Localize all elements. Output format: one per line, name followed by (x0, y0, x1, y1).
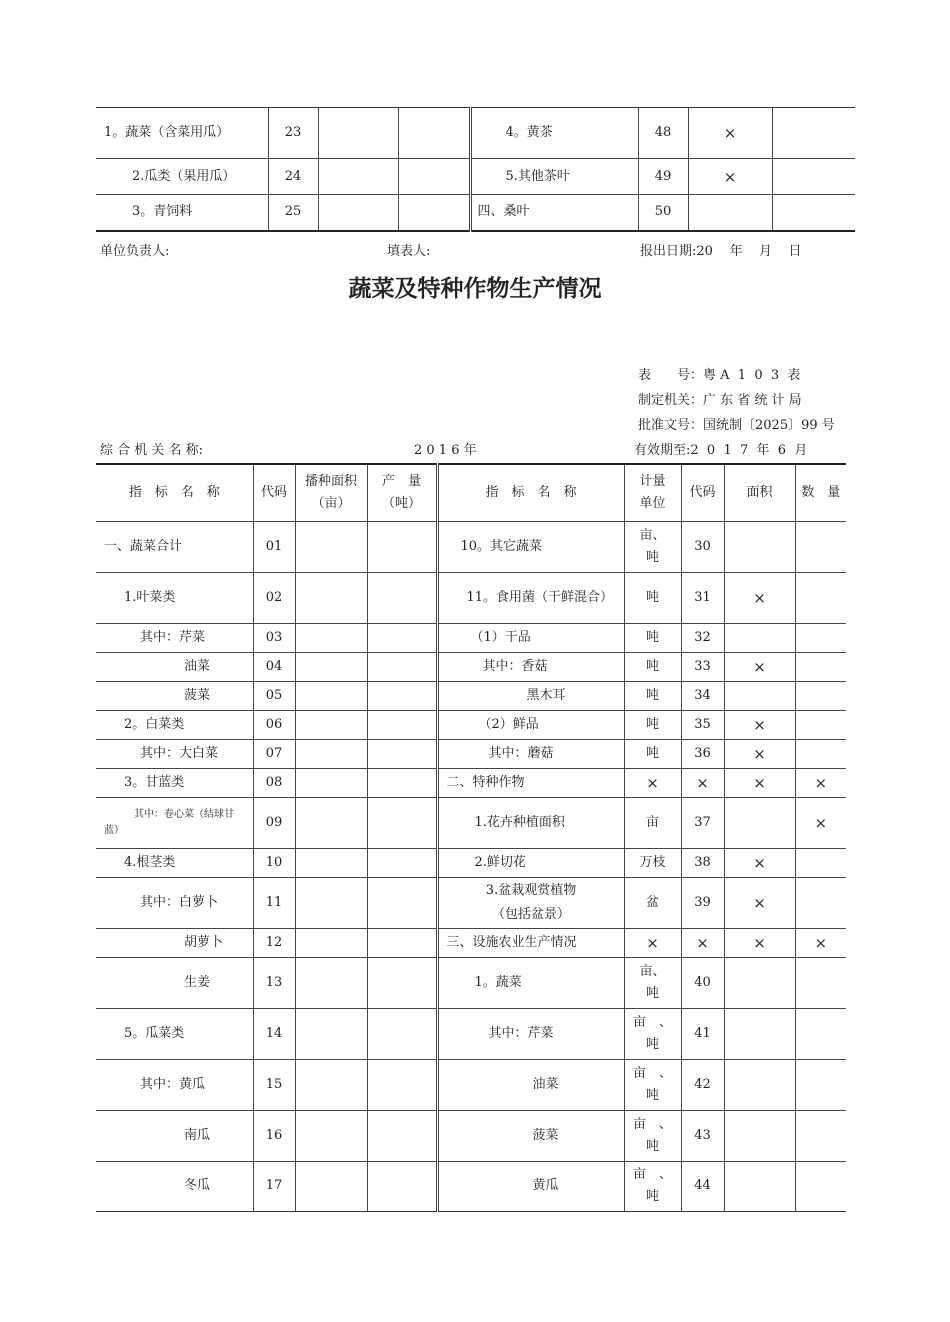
quantity-cell[interactable]: × (795, 797, 846, 848)
header-sown-area: 播种面积 （亩） (295, 464, 367, 521)
quantity-cell[interactable] (795, 521, 846, 572)
table-row (96, 681, 846, 710)
area-cell[interactable]: × (724, 710, 795, 739)
issuing-authority: 制定机关：广 东 省 统 计 局 (638, 393, 802, 408)
header-output: 产 量 （吨） (367, 464, 437, 521)
data-cell[interactable] (295, 848, 367, 877)
indicator-name: 其中：白萝卜 (96, 877, 253, 928)
quantity-cell[interactable]: × (795, 768, 846, 797)
indicator-code: 13 (253, 957, 295, 1008)
data-cell[interactable] (367, 623, 437, 652)
data-cell[interactable] (367, 1059, 437, 1110)
area-cell[interactable] (724, 1110, 795, 1161)
indicator-name: 1。蔬菜（含菜用瓜） (96, 108, 268, 159)
unit: × (624, 768, 681, 797)
data-cell[interactable] (367, 521, 437, 572)
indicator-name: 3。青饲料 (132, 204, 193, 220)
excluded-mark: × (688, 159, 772, 195)
indicator-code: 50 (638, 195, 688, 231)
quantity-cell[interactable] (795, 848, 846, 877)
excluded-mark: × (688, 108, 772, 159)
indicator-code: 12 (253, 928, 295, 957)
data-cell[interactable] (295, 521, 367, 572)
quantity-cell[interactable] (795, 739, 846, 768)
area-cell[interactable]: × (724, 877, 795, 928)
indicator-code: 43 (681, 1110, 724, 1161)
header-row (96, 464, 846, 521)
unit: 亩、 吨 (624, 957, 681, 1008)
data-cell[interactable] (295, 1161, 367, 1211)
data-cell[interactable] (367, 768, 437, 797)
data-cell[interactable] (367, 681, 437, 710)
data-cell[interactable] (398, 159, 470, 195)
indicator-name: 3.盆栽观赏植物 （包括盆景） (437, 877, 624, 928)
data-cell[interactable] (367, 710, 437, 739)
excluded-mark (688, 195, 772, 231)
indicator-name: 2.鲜切花 (437, 848, 624, 877)
data-cell[interactable] (295, 797, 367, 848)
data-cell[interactable] (318, 108, 398, 159)
data-cell[interactable] (295, 652, 367, 681)
org-name-label: 综 合 机 关 名 称: (100, 443, 204, 458)
table-row (96, 521, 846, 572)
table-row (96, 957, 846, 1008)
indicator-code: × (681, 928, 724, 957)
indicator-name: 1。蔬菜 (437, 957, 624, 1008)
indicator-code: 03 (253, 623, 295, 652)
indicator-code: 33 (681, 652, 724, 681)
indicator-name: 其中：大白菜 (96, 739, 253, 768)
indicator-code: 40 (681, 957, 724, 1008)
area-cell[interactable] (724, 797, 795, 848)
data-cell[interactable] (295, 572, 367, 623)
indicator-code: 09 (253, 797, 295, 848)
approval-number: 批准文号：国统制〔2025〕99 号 (638, 418, 835, 433)
indicator-code: 01 (253, 521, 295, 572)
unit: 亩 (624, 797, 681, 848)
quantity-cell[interactable] (795, 710, 846, 739)
indicator-name: 三、设施农业生产情况 (437, 928, 624, 957)
data-cell[interactable] (295, 1059, 367, 1110)
area-cell[interactable] (724, 957, 795, 1008)
indicator-name: 11。食用菌（干鲜混合） (437, 572, 624, 623)
header-code: 代码 (253, 464, 295, 521)
top-table (96, 107, 855, 232)
table-row (96, 848, 846, 877)
indicator-code: 35 (681, 710, 724, 739)
quantity-cell[interactable] (795, 572, 846, 623)
quantity-cell[interactable] (795, 957, 846, 1008)
indicator-code: 39 (681, 877, 724, 928)
indicator-name: 油菜 (96, 652, 253, 681)
data-cell[interactable] (367, 652, 437, 681)
indicator-code: 41 (681, 1008, 724, 1059)
table-row (96, 1161, 846, 1211)
indicator-name: 其中：香菇 (437, 652, 624, 681)
indicator-code: 07 (253, 739, 295, 768)
data-cell[interactable] (295, 768, 367, 797)
data-cell[interactable] (367, 572, 437, 623)
data-cell[interactable] (367, 1161, 437, 1211)
unit: 亩 、 吨 (624, 1161, 681, 1211)
data-cell[interactable] (367, 877, 437, 928)
data-cell[interactable] (295, 710, 367, 739)
header-unit: 计量 单位 (624, 464, 681, 521)
indicator-code: 36 (681, 739, 724, 768)
indicator-code: 31 (681, 572, 724, 623)
area-cell[interactable] (724, 1008, 795, 1059)
indicator-code: 05 (253, 681, 295, 710)
indicator-code: 15 (253, 1059, 295, 1110)
indicator-name: 4。黄茶 (470, 108, 638, 159)
unit: 吨 (624, 572, 681, 623)
indicator-name: 1.叶菜类 (96, 572, 253, 623)
unit: 吨 (624, 623, 681, 652)
table-row (96, 159, 855, 195)
indicator-name: 1.花卉种植面积 (437, 797, 624, 848)
indicator-name: 其中：卷心菜（结球甘蓝） (96, 797, 253, 848)
indicator-name: 油菜 (437, 1059, 624, 1110)
indicator-name: 黑木耳 (437, 681, 624, 710)
indicator-code: 24 (268, 159, 318, 195)
data-cell[interactable] (295, 928, 367, 957)
quantity-cell[interactable] (795, 623, 846, 652)
indicator-name: 一、蔬菜合计 (96, 521, 253, 572)
data-cell[interactable] (772, 195, 855, 231)
data-cell[interactable] (295, 739, 367, 768)
data-cell[interactable] (367, 1110, 437, 1161)
data-cell[interactable] (367, 739, 437, 768)
table-row (96, 1059, 846, 1110)
indicator-code: 14 (253, 1008, 295, 1059)
data-cell[interactable] (295, 623, 367, 652)
table-row (96, 623, 846, 652)
indicator-name: 其中：芹菜 (437, 1008, 624, 1059)
data-cell[interactable] (367, 957, 437, 1008)
table-row (96, 877, 846, 928)
table-row (96, 797, 846, 848)
data-cell[interactable] (772, 108, 855, 159)
table-row (96, 195, 855, 231)
indicator-code: 02 (253, 572, 295, 623)
data-cell[interactable] (295, 877, 367, 928)
indicator-code: 49 (638, 159, 688, 195)
indicator-code: 44 (681, 1161, 724, 1211)
indicator-name: 黄瓜 (437, 1161, 624, 1211)
area-cell[interactable]: × (724, 848, 795, 877)
indicator-name: 菠菜 (96, 681, 253, 710)
area-cell[interactable] (724, 521, 795, 572)
header-area: 面积 (724, 464, 795, 521)
unit: 吨 (624, 681, 681, 710)
quantity-cell[interactable] (795, 1110, 846, 1161)
area-cell[interactable] (724, 1059, 795, 1110)
unit: 吨 (624, 710, 681, 739)
indicator-code: 11 (253, 877, 295, 928)
unit: 万枝 (624, 848, 681, 877)
unit: 盆 (624, 877, 681, 928)
indicator-name: 二、特种作物 (437, 768, 624, 797)
form-number: 表 号：粤 A 1 0 3 表 (638, 368, 801, 383)
page-title: 蔬菜及特种作物生产情况 (348, 276, 602, 302)
header-quantity: 数 量 (795, 464, 846, 521)
data-cell[interactable] (318, 195, 398, 231)
indicator-code: 04 (253, 652, 295, 681)
unit: 亩 、 吨 (624, 1008, 681, 1059)
quantity-cell[interactable] (795, 877, 846, 928)
area-cell[interactable] (724, 623, 795, 652)
data-cell[interactable] (367, 797, 437, 848)
area-cell[interactable]: × (724, 928, 795, 957)
data-cell[interactable] (398, 108, 470, 159)
indicator-code: 25 (268, 195, 318, 231)
indicator-code: 08 (253, 768, 295, 797)
area-cell[interactable]: × (724, 768, 795, 797)
area-cell[interactable]: × (724, 739, 795, 768)
quantity-cell[interactable]: × (795, 928, 846, 957)
indicator-name: 4.根茎类 (96, 848, 253, 877)
indicator-code: 37 (681, 797, 724, 848)
indicator-code: 42 (681, 1059, 724, 1110)
table-row (96, 928, 846, 957)
valid-until: 有效期至:2 0 1 7 年 6 月 (634, 443, 808, 458)
indicator-code: × (681, 768, 724, 797)
indicator-name: 2。白菜类 (96, 710, 253, 739)
indicator-code: 34 (681, 681, 724, 710)
table-row (96, 572, 846, 623)
area-cell[interactable]: × (724, 652, 795, 681)
indicator-name: 2.瓜类（果用瓜） (96, 159, 268, 195)
unit: 亩 、 吨 (624, 1110, 681, 1161)
indicator-code: 17 (253, 1161, 295, 1211)
data-cell[interactable] (398, 195, 470, 231)
table-row (96, 710, 846, 739)
unit: 亩 、 吨 (624, 1059, 681, 1110)
unit: 亩、 吨 (624, 521, 681, 572)
indicator-name: 其中：蘑菇 (437, 739, 624, 768)
table-row (96, 768, 846, 797)
quantity-cell[interactable] (795, 1008, 846, 1059)
indicator-name: 5.其他茶叶 (470, 159, 638, 195)
data-cell[interactable] (318, 159, 398, 195)
indicator-name: 其中：芹菜 (96, 623, 253, 652)
indicator-name: （2）鲜品 (437, 710, 624, 739)
table-row (96, 1110, 846, 1161)
table-row (96, 739, 846, 768)
indicator-name: 四、桑叶 (470, 195, 638, 231)
report-year: 2 0 1 6 年 (414, 443, 477, 458)
data-cell[interactable] (367, 848, 437, 877)
indicator-name: 菠菜 (437, 1110, 624, 1161)
indicator-code: 23 (268, 108, 318, 159)
quantity-cell[interactable] (795, 1161, 846, 1211)
header-indicator-name: 指 标 名 称 (437, 464, 624, 521)
indicator-code: 38 (681, 848, 724, 877)
indicator-code: 48 (638, 108, 688, 159)
area-cell[interactable]: × (724, 572, 795, 623)
unit: × (624, 928, 681, 957)
responsible-label: 单位负责人: (100, 244, 170, 259)
data-cell[interactable] (367, 1008, 437, 1059)
unit: 吨 (624, 652, 681, 681)
indicator-name: （1）干品 (437, 623, 624, 652)
quantity-cell[interactable] (795, 1059, 846, 1110)
report-date-label: 报出日期:20 年 月 日 (640, 244, 802, 259)
indicator-name: 其中：黄瓜 (96, 1059, 253, 1110)
data-cell[interactable] (367, 928, 437, 957)
indicator-code: 06 (253, 710, 295, 739)
indicator-code: 16 (253, 1110, 295, 1161)
indicator-name: 冬瓜 (184, 1178, 211, 1193)
indicator-code: 30 (681, 521, 724, 572)
filler-label: 填表人: (387, 244, 431, 259)
data-cell[interactable] (295, 957, 367, 1008)
header-indicator-name: 指 标 名 称 (96, 464, 253, 521)
area-cell[interactable] (724, 1161, 795, 1211)
data-cell[interactable] (295, 1110, 367, 1161)
table-row (96, 108, 855, 159)
data-cell[interactable] (772, 159, 855, 195)
main-table (96, 463, 846, 1212)
table-row (96, 1008, 846, 1059)
indicator-name: 生姜 (96, 957, 253, 1008)
header-code: 代码 (681, 464, 724, 521)
unit: 吨 (624, 739, 681, 768)
quantity-cell[interactable] (795, 652, 846, 681)
indicator-name: 5。瓜菜类 (96, 1008, 253, 1059)
indicator-name: 10。其它蔬菜 (437, 521, 624, 572)
quantity-cell[interactable] (795, 681, 846, 710)
data-cell[interactable] (295, 681, 367, 710)
table-row (96, 652, 846, 681)
indicator-name: 3。甘蓝类 (96, 768, 253, 797)
data-cell[interactable] (295, 1008, 367, 1059)
indicator-code: 32 (681, 623, 724, 652)
area-cell[interactable] (724, 681, 795, 710)
indicator-name: 南瓜 (96, 1110, 253, 1161)
indicator-name: 胡萝卜 (96, 928, 253, 957)
indicator-code: 10 (253, 848, 295, 877)
